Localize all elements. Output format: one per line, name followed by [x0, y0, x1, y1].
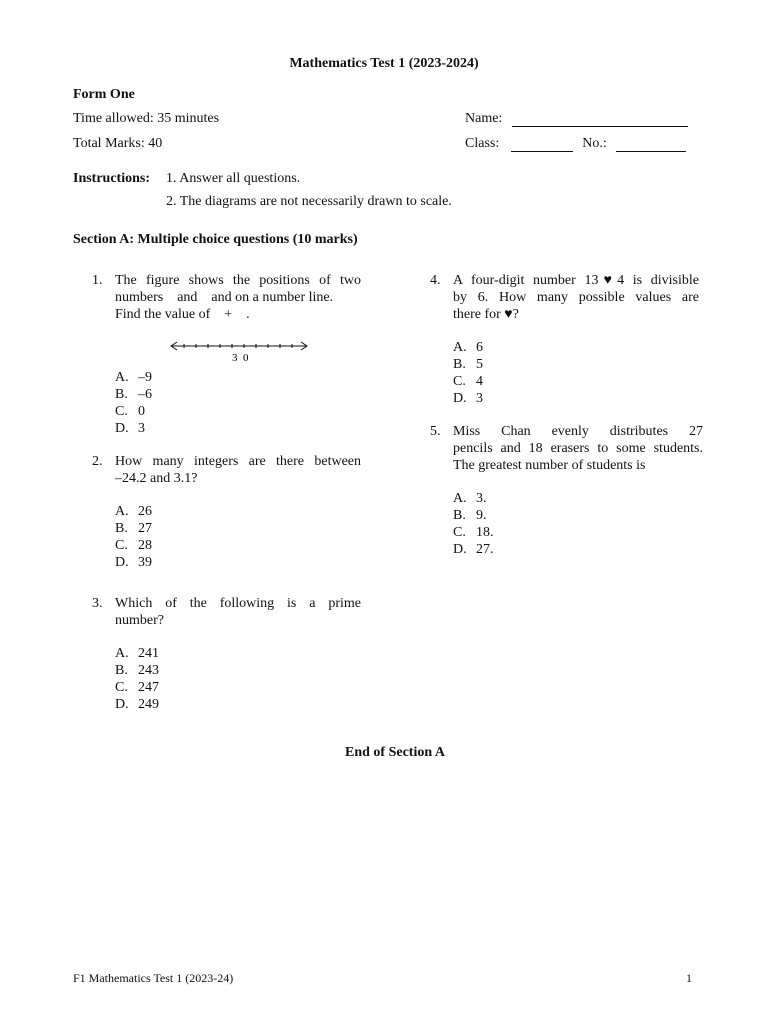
question-text	[453, 272, 699, 323]
option-c[interactable]: C. 4	[453, 374, 483, 389]
instruction-item: 1. Answer all questions.	[166, 171, 301, 186]
question-5	[430, 423, 705, 563]
option-d[interactable]: D. 249	[115, 697, 159, 712]
question-line: The greatest number of students is	[453, 458, 646, 473]
question-line: by 6. How many possible values are	[453, 290, 699, 305]
option-a[interactable]: A. –9	[115, 370, 152, 385]
question-4	[430, 272, 700, 412]
question-line: The figure shows the positions of two	[115, 273, 361, 288]
question-line: number?	[115, 613, 164, 628]
option-b[interactable]: B. –6	[115, 387, 152, 402]
section-end: End of Section A	[345, 745, 445, 760]
question-line: numbers and and on a number line.	[115, 290, 334, 305]
option-c[interactable]: C. 28	[115, 538, 152, 553]
total-marks: Total Marks: 40	[73, 136, 163, 151]
number-line-diagram	[168, 338, 310, 364]
question-line: Miss Chan evenly distributes 27	[453, 424, 703, 439]
question-number: 4.	[430, 273, 441, 288]
question-text	[115, 595, 361, 629]
question-text	[453, 423, 703, 474]
option-a[interactable]: A. 3.	[453, 491, 487, 506]
option-d[interactable]: D. 39	[115, 555, 152, 570]
question-3	[92, 595, 362, 715]
option-b[interactable]: B. 9.	[453, 508, 487, 523]
question-line: –24.2 and 3.1?	[115, 471, 198, 486]
option-b[interactable]: B. 27	[115, 521, 152, 536]
question-line: How many integers are there between	[115, 454, 361, 469]
option-c[interactable]: C. 247	[115, 680, 159, 695]
option-a[interactable]: A. 26	[115, 504, 152, 519]
class-blank[interactable]	[511, 137, 573, 152]
name-label: Name:	[465, 111, 503, 126]
options	[115, 503, 152, 571]
page-number: 1	[686, 971, 692, 985]
options	[453, 339, 483, 407]
instructions-label: Instructions:	[73, 171, 151, 186]
no-blank[interactable]	[616, 137, 686, 152]
question-number: 1.	[92, 273, 103, 288]
options	[115, 369, 152, 437]
question-line: pencils and 18 erasers to some students.	[453, 441, 703, 456]
number-line-labels: 3 0	[232, 352, 249, 364]
form-label: Form One	[73, 87, 135, 102]
question-line: Which of the following is a prime	[115, 596, 361, 611]
question-text	[115, 453, 361, 487]
option-c[interactable]: C. 0	[115, 404, 145, 419]
question-line: there for ♥?	[453, 307, 519, 322]
question-line: Find the value of + .	[115, 307, 250, 322]
options	[453, 490, 494, 558]
option-d[interactable]: D. 27.	[453, 542, 494, 557]
no-label: No.:	[582, 136, 607, 151]
option-b[interactable]: B. 5	[453, 357, 483, 372]
question-1	[92, 272, 362, 442]
question-2	[92, 453, 362, 573]
option-b[interactable]: B. 243	[115, 663, 159, 678]
question-number: 3.	[92, 596, 103, 611]
question-number: 5.	[430, 424, 441, 439]
question-number: 2.	[92, 454, 103, 469]
options	[115, 645, 159, 713]
question-text	[115, 272, 361, 323]
option-d[interactable]: D. 3	[115, 421, 145, 436]
footer-title: F1 Mathematics Test 1 (2023-24)	[73, 971, 234, 985]
class-field[interactable]	[465, 136, 686, 152]
page-title: Mathematics Test 1 (2023-2024)	[289, 56, 479, 71]
class-label: Class:	[465, 136, 500, 151]
option-d[interactable]: D. 3	[453, 391, 483, 406]
option-a[interactable]: A. 6	[453, 340, 483, 355]
time-allowed: Time allowed: 35 minutes	[73, 111, 220, 126]
name-blank[interactable]	[512, 112, 688, 127]
instruction-item: 2. The diagrams are not necessarily drawn to scale.	[166, 194, 452, 209]
name-field[interactable]	[465, 111, 688, 127]
question-line: A four-digit number 13♥4 is divisible	[453, 273, 699, 288]
option-a[interactable]: A. 241	[115, 646, 159, 661]
section-title: Section A: Multiple choice questions (10 marks)	[73, 232, 358, 247]
option-c[interactable]: C. 18.	[453, 525, 494, 540]
